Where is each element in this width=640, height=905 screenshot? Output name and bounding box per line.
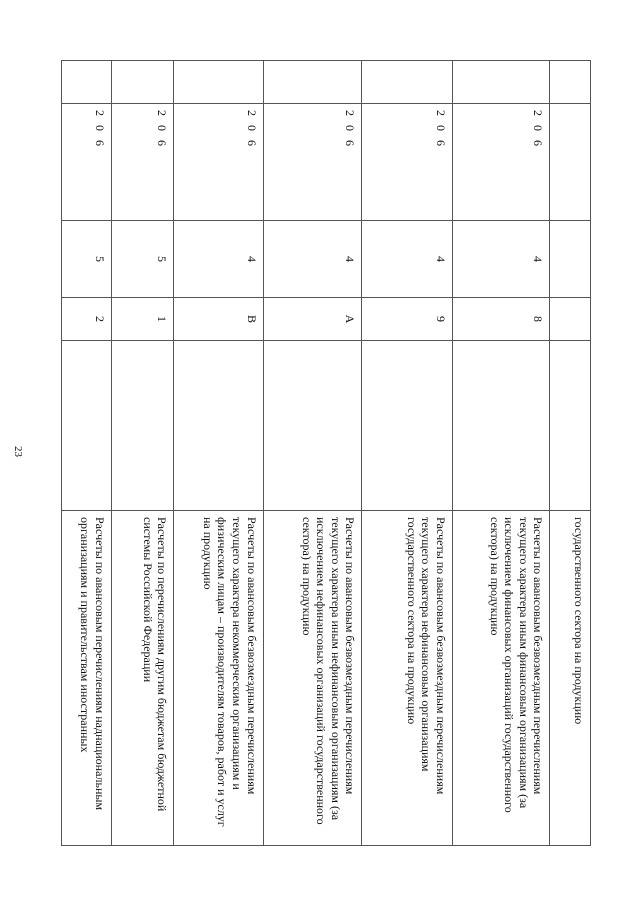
blank-cell — [263, 341, 362, 511]
code-cell: 2 0 6 — [62, 104, 112, 221]
description-cell: Расчеты по авансовым перечислениям наднациональным организациям и правительствам иностранных — [62, 511, 112, 846]
description-cell: Расчеты по авансовым безвозмездным перечислениям текущего характера нефинансовым организациям государственного сектора на продукцию — [362, 511, 452, 846]
sub-code-cell — [550, 221, 591, 298]
table-row — [111, 61, 173, 846]
rotated-table-area — [61, 60, 591, 845]
account-codes-table — [61, 60, 591, 846]
kind-code-cell: В — [174, 298, 263, 341]
kind-code-cell: 2 — [62, 298, 112, 341]
description-cell: Расчеты по авансовым безвозмездным перечислениям текущего характера некоммерческим организациям и физическим лицам – производителям товаров, работ и услуг на продукцию — [174, 511, 263, 846]
blank-cell — [174, 61, 263, 104]
table-row — [174, 61, 263, 846]
blank-cell — [362, 341, 452, 511]
code-cell: 2 0 6 — [111, 104, 173, 221]
description-cell: Расчеты по авансовым безвозмездным перечислениям текущего характера иным нефинансовым организациям (за исключением нефинансовых организаций государственного сектора) на продукцию — [263, 511, 362, 846]
sub-code-cell: 4 — [362, 221, 452, 298]
kind-code-cell: А — [263, 298, 362, 341]
blank-cell — [362, 61, 452, 104]
description-cell: Расчеты по авансовым безвозмездным перечислениям текущего характера иным финансовым организациям (за исключением финансовых организаций государственного сектора) на продукцию — [452, 511, 550, 846]
blank-cell — [263, 61, 362, 104]
table-row — [263, 61, 362, 846]
blank-cell — [550, 61, 591, 104]
blank-cell — [550, 341, 591, 511]
sub-code-cell: 5 — [62, 221, 112, 298]
code-cell: 2 0 6 — [362, 104, 452, 221]
table-row — [550, 61, 591, 846]
kind-code-cell: 9 — [362, 298, 452, 341]
code-cell: 2 0 6 — [174, 104, 263, 221]
kind-code-cell: 1 — [111, 298, 173, 341]
page-number: 23 — [12, 446, 24, 457]
sub-code-cell: 5 — [111, 221, 173, 298]
code-cell: 2 0 6 — [452, 104, 550, 221]
table-row — [452, 61, 550, 846]
blank-cell — [111, 61, 173, 104]
blank-cell — [62, 341, 112, 511]
blank-cell — [62, 61, 112, 104]
blank-cell — [452, 61, 550, 104]
sub-code-cell: 4 — [263, 221, 362, 298]
blank-cell — [174, 341, 263, 511]
description-cell: государственного сектора на продукцию — [550, 511, 591, 846]
description-cell: Расчеты по перечислениям другим бюджетам бюджетной системы Российской Федерации — [111, 511, 173, 846]
blank-cell — [111, 341, 173, 511]
table-row — [62, 61, 112, 846]
sub-code-cell: 4 — [174, 221, 263, 298]
table-row — [362, 61, 452, 846]
code-cell — [550, 104, 591, 221]
code-cell: 2 0 6 — [263, 104, 362, 221]
blank-cell — [452, 341, 550, 511]
kind-code-cell — [550, 298, 591, 341]
sub-code-cell: 4 — [452, 221, 550, 298]
kind-code-cell: 8 — [452, 298, 550, 341]
